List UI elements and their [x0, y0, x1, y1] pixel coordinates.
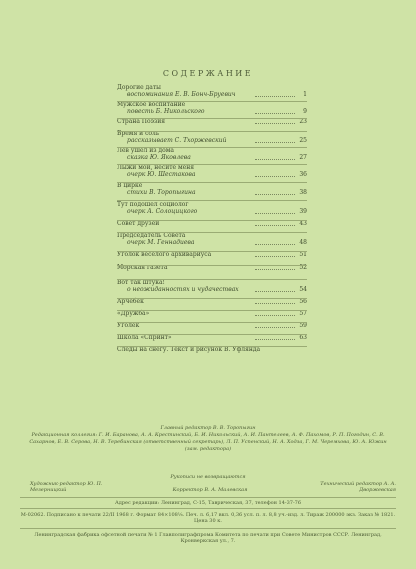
- toc-entry: [117, 164, 307, 178]
- toc-page-number: 36: [299, 171, 307, 178]
- leader-dots: [255, 225, 295, 226]
- toc-divider: [117, 346, 307, 347]
- toc-divider: [117, 182, 307, 183]
- leader-dots: [255, 339, 295, 340]
- leader-dots: [255, 142, 295, 143]
- art-editor: Художник-редактор Ю. П. Мезерницкий: [30, 481, 103, 493]
- toc-entry-title: Совет друзей: [117, 220, 160, 227]
- leader-dots: [255, 327, 295, 328]
- toc-title: СОДЕРЖАНИЕ: [162, 69, 254, 78]
- toc-entry-title: Арчебек: [117, 298, 144, 305]
- leader-dots: [255, 315, 295, 316]
- toc-entry: [117, 182, 307, 196]
- toc-entry-title: Вот так штука!: [117, 279, 165, 286]
- toc-divider: [117, 118, 307, 119]
- toc-entry-author: рассказывает С. Тхоржевский: [127, 137, 227, 144]
- toc-divider: [117, 265, 307, 266]
- manuscripts-note: Рукописи не возвращаются: [170, 474, 246, 480]
- editorial-board: Редакционная коллегия: Г. И. Баранова, А. А. Крестинский, Б. И. Никольский, А. И. Пантелеев, А. Ф. Пахомов, Р. П. Погодин, С. В. Сахарнов, Е. В. Серова, Н. В. Теребинская (ответственный секретарь), Л. П. Успенский, Н. А. Ходза, Г. М. Черемхова, Ю. А. Южин (зам. редактора): [29, 432, 387, 452]
- toc-divider: [117, 147, 307, 148]
- toc-entry: [117, 201, 307, 215]
- toc-entry-author: очерк Ю. Шестакова: [127, 171, 196, 178]
- toc-entry-title: Лев ушел из дома: [117, 147, 174, 154]
- toc-entry: [117, 118, 307, 125]
- toc-page-number: 51: [299, 251, 307, 258]
- toc-entry-title: Страна Поэзия: [117, 118, 166, 125]
- toc-page-number: 56: [299, 298, 307, 305]
- toc-entry: [117, 279, 307, 293]
- leader-dots: [255, 303, 295, 304]
- toc-page-number: 38: [299, 189, 307, 196]
- print-imprint: М-02062. Подписано к печати 22/II 1968 г. Формат 84×108⅛. Печ. л. 6,17 вкл. 0,36 усл. п. л. 8,8 уч.-изд. л. Тираж 200000 экз. Заказ № 1821. Цена 30 к.: [20, 512, 396, 524]
- chief-editor: Главный редактор В. В. Торопыгин: [160, 425, 256, 431]
- toc-entry: [117, 251, 307, 258]
- leader-dots: [255, 96, 295, 97]
- toc-divider: [117, 251, 307, 252]
- toc-entry: [117, 130, 307, 144]
- toc-page-number: 52: [299, 264, 307, 271]
- toc-divider: [117, 101, 307, 102]
- divider-line: [20, 508, 396, 509]
- toc-entry-author: о неожиданностях и чудачествах: [127, 286, 239, 293]
- toc-entry-author: воспоминания Е. В. Бонч-Бруевич: [127, 91, 236, 98]
- toc-entry-author: очерк М. Геннадиева: [127, 239, 195, 246]
- toc-divider: [117, 220, 307, 221]
- leader-dots: [255, 194, 295, 195]
- toc-divider: [117, 279, 307, 280]
- toc-divider: [117, 232, 307, 233]
- toc-divider: [117, 322, 307, 323]
- divider-line: [20, 497, 396, 498]
- toc-page-number: 48: [299, 239, 307, 246]
- toc-entry-title: «Дружба»: [117, 310, 150, 317]
- toc-page-number: 1: [303, 91, 307, 98]
- toc-entry: [117, 220, 307, 227]
- toc-entry-title: Тут подошел социолог: [117, 201, 189, 208]
- toc-page-number: 25: [299, 137, 307, 144]
- toc-page-number: 43: [299, 220, 307, 227]
- toc-entry: [117, 298, 307, 305]
- toc-entry-title: Мужское воспитание: [117, 101, 186, 108]
- leader-dots: [255, 123, 295, 124]
- editorial-address: Адрес редакции: Ленинград, С-15, Таврическая, 37, телефон 14-37-76: [114, 500, 302, 506]
- printer-info: Ленинградская фабрика офсетной печати № 1 Главполиграфпрома Комитета по печати при Совете Министров СССР. Ленинград, Кронверкская ул., 7.: [34, 532, 382, 544]
- toc-entry-title: Следы на снегу. Текст и рисунок В. Уфлянда: [117, 346, 261, 353]
- leader-dots: [255, 244, 295, 245]
- toc-page-number: 39: [299, 208, 307, 215]
- leader-dots: [255, 291, 295, 292]
- leader-dots: [255, 113, 295, 114]
- divider-line: [20, 528, 396, 529]
- leader-dots: [255, 176, 295, 177]
- toc-divider: [117, 310, 307, 311]
- leader-dots: [255, 256, 295, 257]
- toc-page-number: 54: [299, 286, 307, 293]
- toc-entry: [117, 84, 307, 98]
- leader-dots: [255, 159, 295, 160]
- toc-entry: [117, 322, 307, 329]
- toc-page-number: 63: [299, 334, 307, 341]
- toc-entry: [117, 346, 307, 353]
- toc-entry-author: сказка Ю. Яковлева: [127, 154, 191, 161]
- toc-page-number: 27: [299, 154, 307, 161]
- tech-editor: Технический редактор А. А. Дворжевская: [320, 481, 396, 493]
- toc-entry: [117, 310, 307, 317]
- toc-entry-title: Председатель Совета: [117, 232, 186, 239]
- credits-block: [22, 425, 394, 453]
- toc-divider: [117, 200, 307, 201]
- toc-entry: [117, 101, 307, 115]
- toc-entry-author: очерк А. Солоцицкого: [127, 208, 198, 215]
- leader-dots: [255, 269, 295, 270]
- toc-entry-title: Лыжи мои, несите меня: [117, 164, 194, 171]
- toc-entry-title: Дорогие даты: [117, 84, 161, 91]
- toc-entry-title: В цирке: [117, 182, 143, 189]
- corrector: Корректор В. А. Малевская: [172, 487, 248, 493]
- toc-divider: [117, 164, 307, 165]
- toc-entry-author: стихи В. Торопыгина: [127, 189, 196, 196]
- toc-entry: [117, 232, 307, 246]
- toc-page-number: 23: [299, 118, 307, 125]
- toc-entry-title: Морская газета: [117, 264, 168, 271]
- toc-divider: [117, 334, 307, 335]
- toc-entry: [117, 334, 307, 341]
- toc-page-number: 57: [299, 310, 307, 317]
- toc-entry-title: Уголок веселого архивариуса: [117, 251, 212, 258]
- toc-divider: [117, 131, 307, 132]
- toc-entry: [117, 147, 307, 161]
- toc-page-number: 9: [303, 108, 307, 115]
- toc-entry-author: повесть Б. Никольского: [127, 108, 205, 115]
- toc-page-number: 59: [299, 322, 307, 329]
- leader-dots: [255, 213, 295, 214]
- toc-divider: [117, 298, 307, 299]
- toc-entry-title: Уголек: [117, 322, 140, 329]
- toc-entry-title: Время и соль: [117, 130, 160, 137]
- toc-entry-title: Школа «Спринт»: [117, 334, 172, 341]
